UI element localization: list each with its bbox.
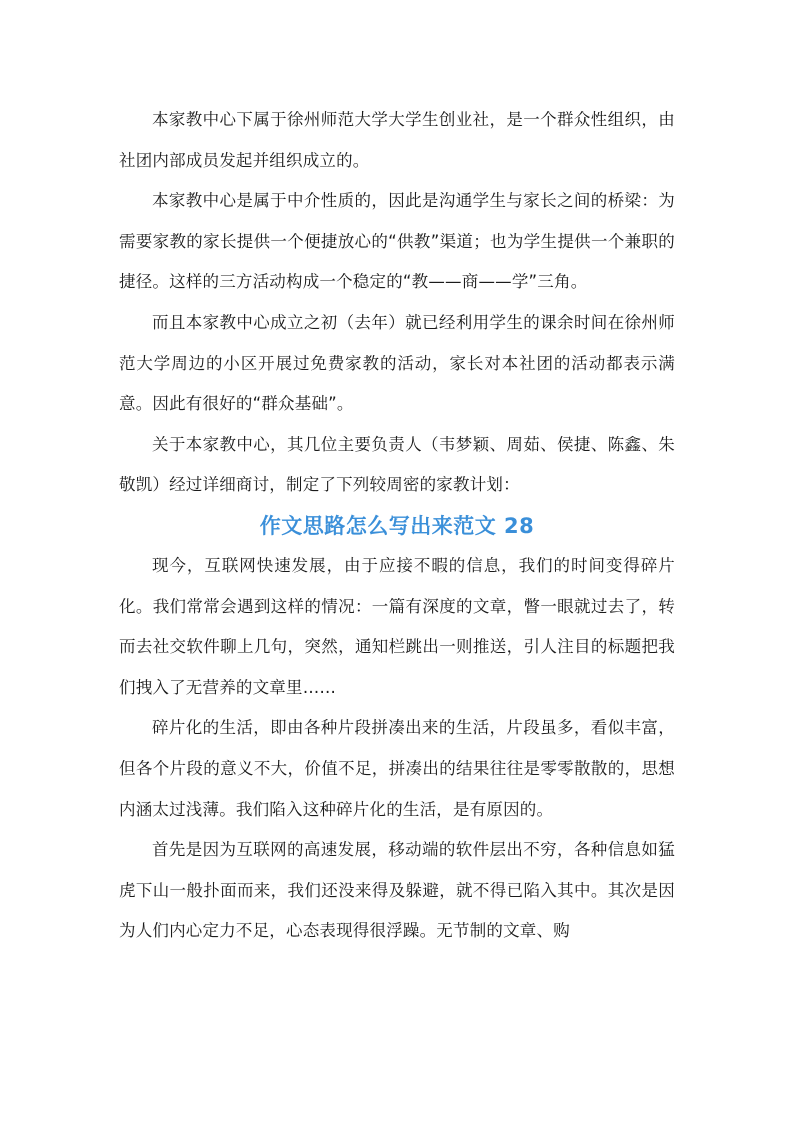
paragraph-reasons: 首先是因为互联网的高速发展，移动端的软件层出不穷，各种信息如猛虎下山一般扑面而来，我们还没来得及躲避，就不得已陷入其中。其次是因为人们内心定力不足，心态表现得很浮躁。无节制的文章、购 (119, 840, 675, 941)
paragraph-role: 本家教中心是属于中介性质的，因此是沟通学生与家长之间的桥梁：为需要家教的家长提供一个便捷放心的“供教”渠道；也为学生提供一个兼职的捷径。这样的三方活动构成一个稳定的“教——商——学”三角。 (119, 191, 675, 292)
document-page (119, 100, 675, 952)
paragraph-intro: 本家教中心下属于徐州师范大学大学生创业社，是一个群众性组织，由社团内部成员发起并组织成立的。 (119, 110, 675, 170)
paragraph-history: 而且本家教中心成立之初（去年）就已经利用学生的课余时间在徐州师范大学周边的小区开展过免费家教的活动，家长对本社团的活动都表示满意。因此有很好的“群众基础”。 (119, 312, 675, 414)
section-heading: 作文思路怎么写出来范文 28 (259, 513, 535, 538)
paragraph-plan: 关于本家教中心，其几位主要负责人（韦梦颖、周茹、侯捷、陈鑫、朱敬凯）经过详细商讨，制定了下列较周密的家教计划： (119, 434, 675, 495)
paragraph-fragmentation: 现今，互联网快速发展，由于应接不暇的信息，我们的时间变得碎片化。我们常常会遇到这样的情况：一篇有深度的文章，瞥一眼就过去了，转而去社交软件聊上几句，突然，通知栏跳出一则推送，引人注目的标题把我们拽入了无营养的文章里…… (119, 555, 675, 697)
paragraph-fragmented-life: 碎片化的生活，即由各种片段拼凑出来的生活，片段虽多，看似丰富，但各个片段的意义不大，价值不足，拼凑出的结果往往是零零散散的，思想内涵太过浅薄。我们陷入这种碎片化的生活，是有原因的。 (119, 718, 675, 819)
